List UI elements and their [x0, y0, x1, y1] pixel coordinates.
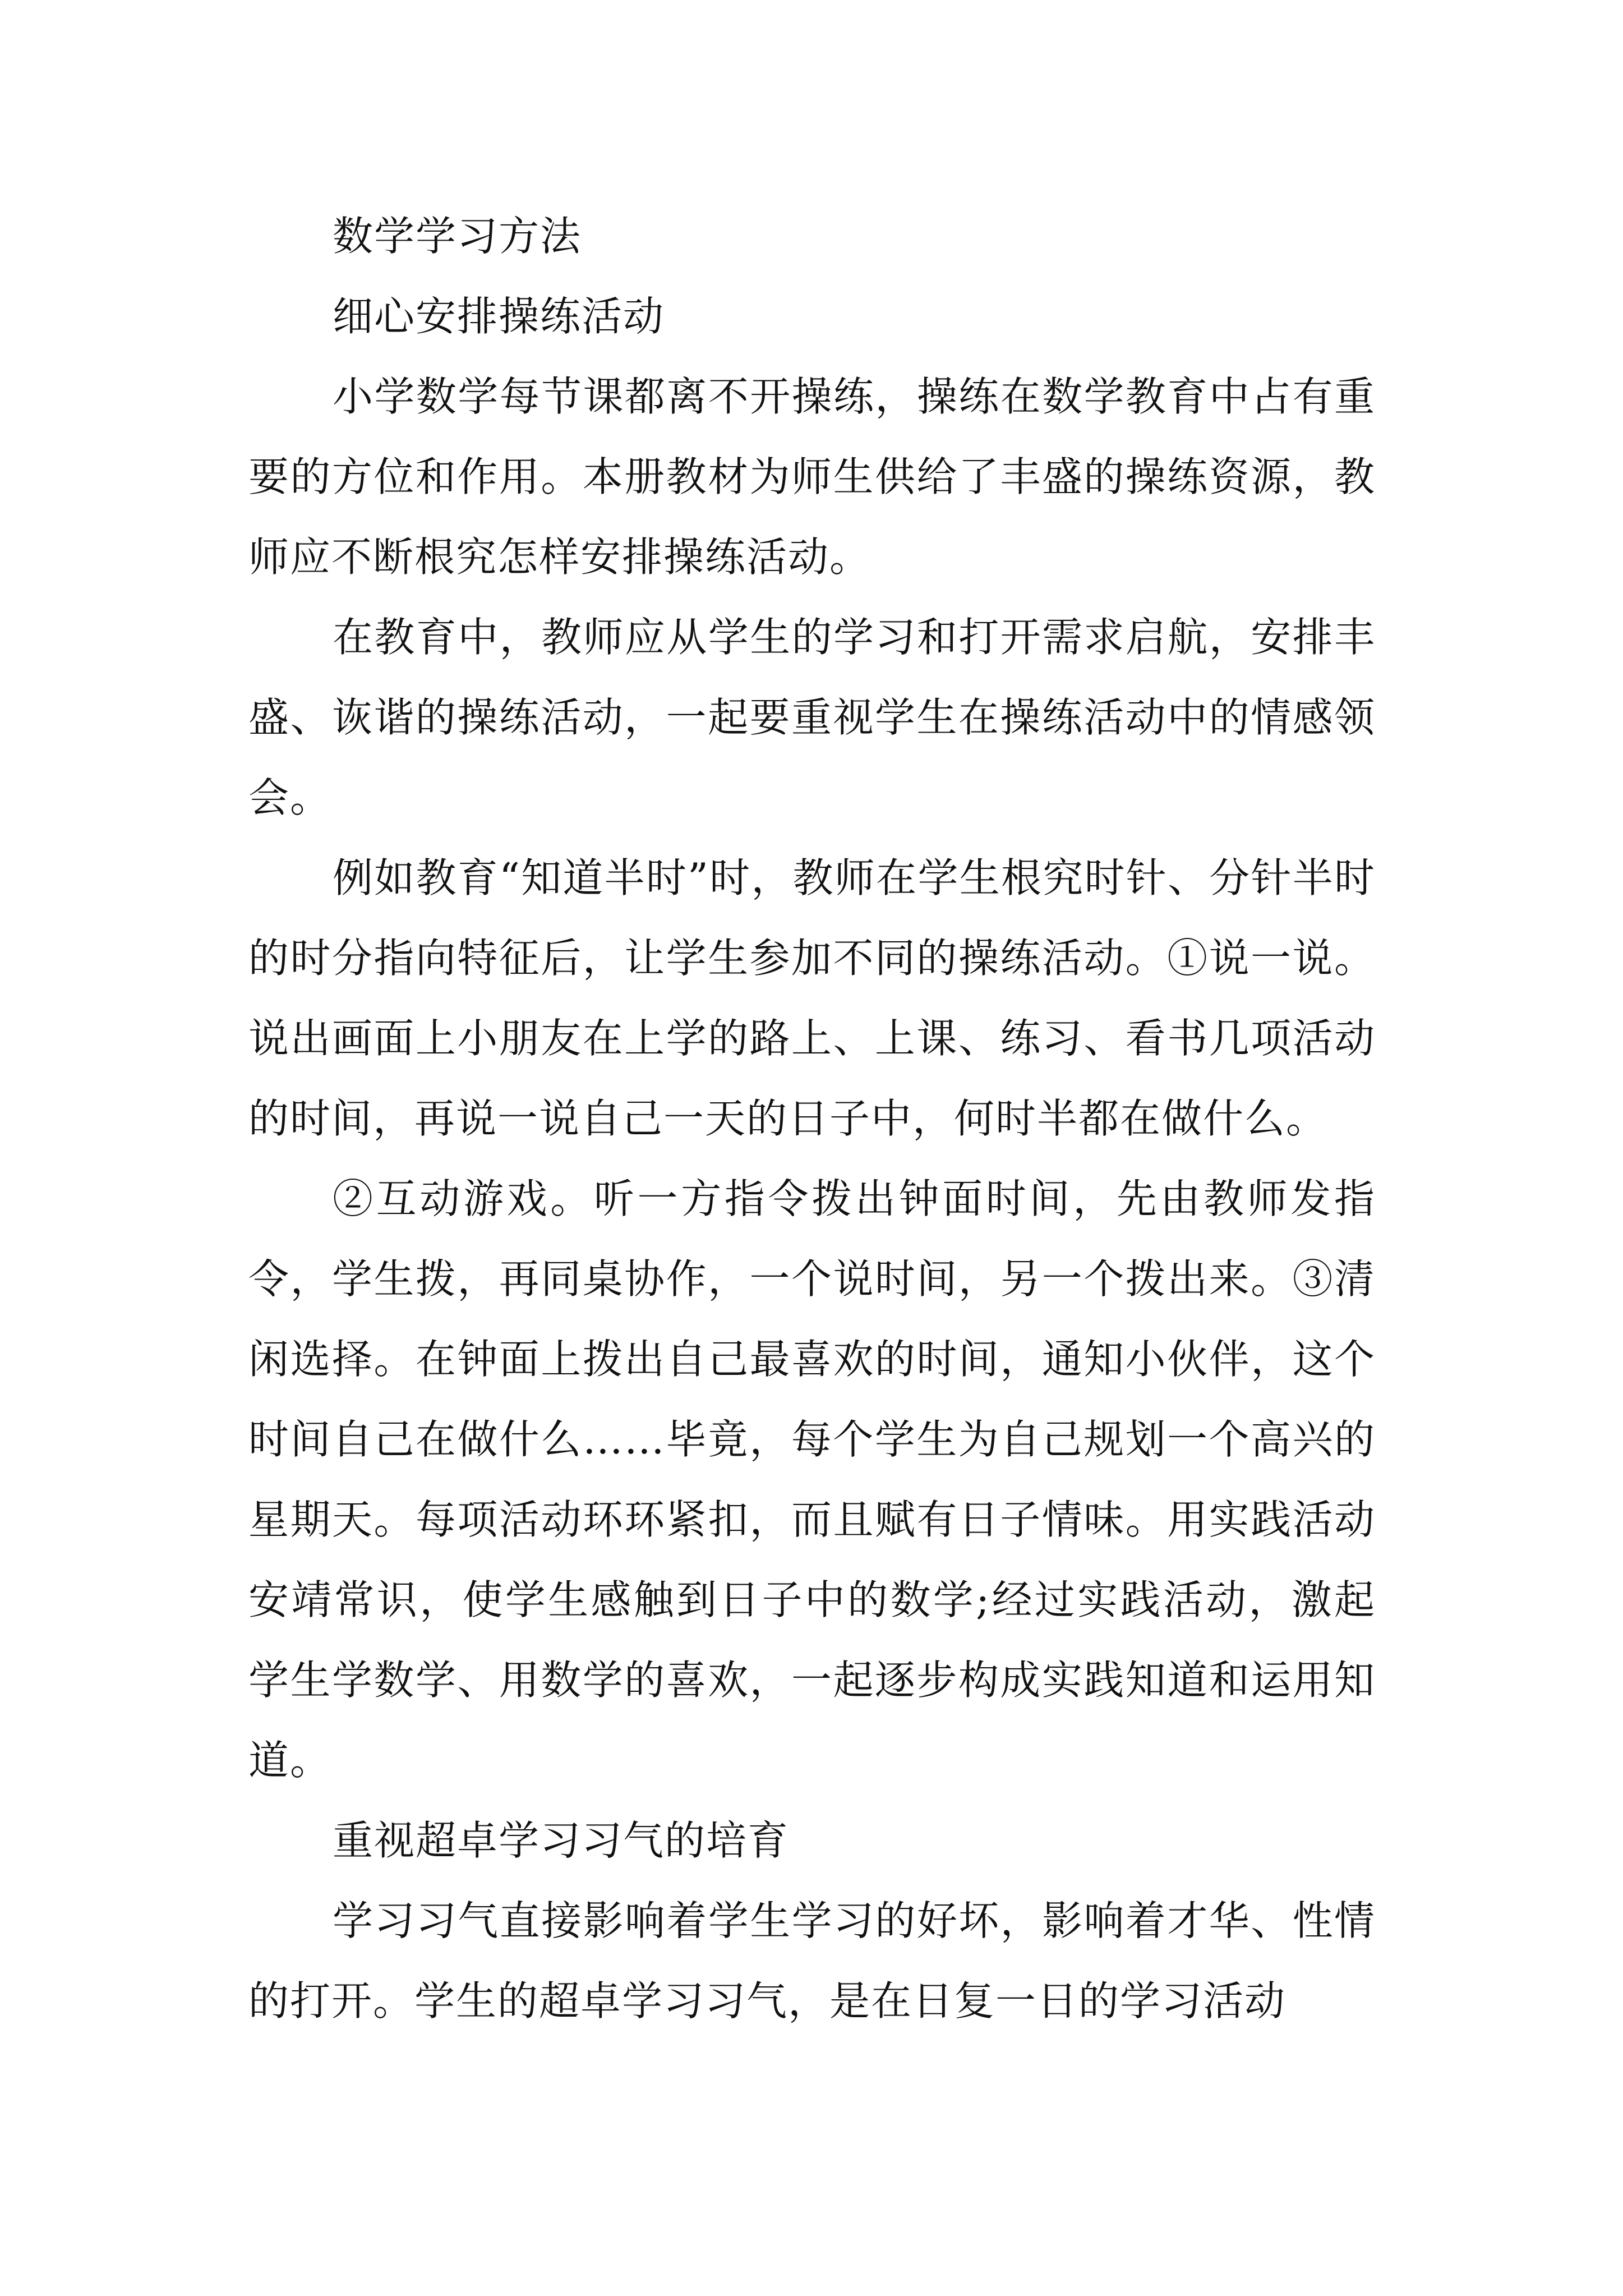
body-paragraph: 在教育中，教师应从学生的学习和打开需求启航，安排丰盛、诙谐的操练活动，一起要重视学生在操练活动中的情感领会。 — [248, 614, 1376, 821]
body-paragraph: ②互动游戏。听一方指令拨出钟面时间，先由教师发指令，学生拨，再同桌协作，一个说时间，另一个拨出来。③清闲选择。在钟面上拨出自己最喜欢的时间，通知小伙伴，这个时间自己在做什么……毕竟，每个学生为自己规划一个高兴的星期天。每项活动环环紧扣，而且赋有日子情味。用实践活动安靖常识，使学生感触到日子中的数学;经过实践活动，激起学生学数学、用数学的喜欢，一起逐步构成实践知道和运用知道。 — [248, 1175, 1376, 1784]
body-paragraph: 小学数学每节课都离不开操练，操练在数学教育中占有重要的方位和作用。本册教材为师生供给了丰盛的操练资源，教师应不断根究怎样安排操练活动。 — [248, 373, 1376, 581]
section-heading-study-habits: 重视超卓学习习气的培育 — [333, 1817, 790, 1864]
section-heading-practice-activities: 细心安排操练活动 — [333, 293, 665, 340]
body-paragraph: 学习习气直接影响着学生学习的好坏，影响着才华、性情的打开。学生的超卓学习习气，是在日复一日的学习活动 — [248, 1897, 1376, 2024]
document-title: 数学学习方法 — [333, 213, 582, 260]
body-paragraph: 例如教育“知道半时”时，教师在学生根究时针、分针半时的时分指向特征后，让学生参加不同的操练活动。①说一说。说出画面上小朋友在上学的路上、上课、练习、看书几项活动的时间，再说一说自己一天的日子中，何时半都在做什么。 — [248, 854, 1376, 1142]
document-body — [248, 196, 1376, 2041]
